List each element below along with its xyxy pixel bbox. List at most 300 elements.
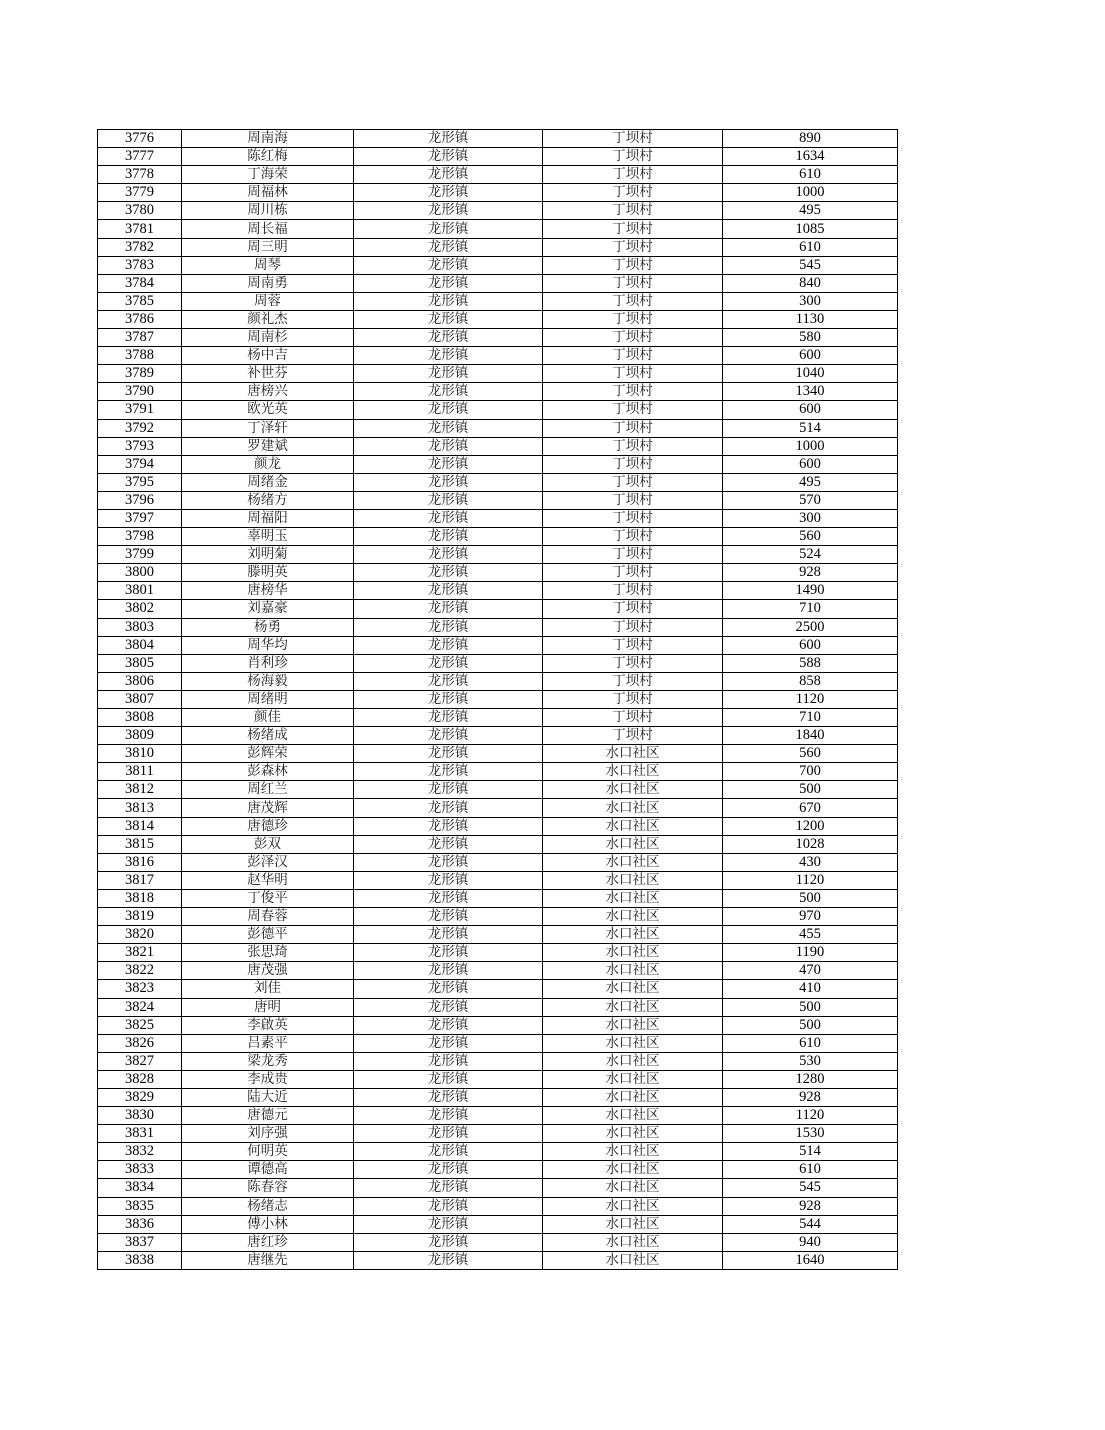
amount-cell: 840 xyxy=(723,274,898,292)
row-number-cell: 3814 xyxy=(98,817,182,835)
town-cell: 龙形镇 xyxy=(354,745,543,763)
table-row xyxy=(98,256,898,274)
name-cell: 杨中吉 xyxy=(182,347,354,365)
table-row xyxy=(98,1233,898,1251)
amount-cell: 495 xyxy=(723,202,898,220)
table-row xyxy=(98,1251,898,1269)
table-row xyxy=(98,1016,898,1034)
table-row xyxy=(98,491,898,509)
table-row xyxy=(98,564,898,582)
name-cell: 唐红珍 xyxy=(182,1233,354,1251)
row-number-cell: 3776 xyxy=(98,130,182,148)
name-cell: 欧光英 xyxy=(182,401,354,419)
name-cell: 肖利珍 xyxy=(182,654,354,672)
town-cell: 龙形镇 xyxy=(354,546,543,564)
village-cell: 丁坝村 xyxy=(543,437,723,455)
row-number-cell: 3815 xyxy=(98,835,182,853)
name-cell: 陈红梅 xyxy=(182,148,354,166)
town-cell: 龙形镇 xyxy=(354,166,543,184)
amount-cell: 858 xyxy=(723,672,898,690)
town-cell: 龙形镇 xyxy=(354,1016,543,1034)
village-cell: 丁坝村 xyxy=(543,274,723,292)
row-number-cell: 3802 xyxy=(98,600,182,618)
amount-cell: 570 xyxy=(723,491,898,509)
amount-cell: 710 xyxy=(723,709,898,727)
town-cell: 龙形镇 xyxy=(354,817,543,835)
table-row xyxy=(98,546,898,564)
name-cell: 周红兰 xyxy=(182,781,354,799)
table-row xyxy=(98,130,898,148)
amount-cell: 700 xyxy=(723,763,898,781)
name-cell: 唐德珍 xyxy=(182,817,354,835)
table-row xyxy=(98,1179,898,1197)
table-row xyxy=(98,310,898,328)
table-row xyxy=(98,1215,898,1233)
amount-cell: 545 xyxy=(723,1179,898,1197)
village-cell: 水口社区 xyxy=(543,799,723,817)
town-cell: 龙形镇 xyxy=(354,491,543,509)
village-cell: 丁坝村 xyxy=(543,310,723,328)
village-cell: 水口社区 xyxy=(543,1070,723,1088)
village-cell: 水口社区 xyxy=(543,1233,723,1251)
amount-cell: 890 xyxy=(723,130,898,148)
village-cell: 丁坝村 xyxy=(543,672,723,690)
town-cell: 龙形镇 xyxy=(354,763,543,781)
table-row xyxy=(98,202,898,220)
name-cell: 吕素平 xyxy=(182,1034,354,1052)
village-cell: 丁坝村 xyxy=(543,727,723,745)
table-row xyxy=(98,926,898,944)
village-cell: 水口社区 xyxy=(543,1107,723,1125)
village-cell: 丁坝村 xyxy=(543,383,723,401)
table-row xyxy=(98,998,898,1016)
town-cell: 龙形镇 xyxy=(354,709,543,727)
row-number-cell: 3813 xyxy=(98,799,182,817)
name-cell: 颜龙 xyxy=(182,455,354,473)
name-cell: 刘佳 xyxy=(182,980,354,998)
row-number-cell: 3809 xyxy=(98,727,182,745)
row-number-cell: 3806 xyxy=(98,672,182,690)
village-cell: 丁坝村 xyxy=(543,401,723,419)
name-cell: 补世芬 xyxy=(182,365,354,383)
table-row xyxy=(98,1088,898,1106)
amount-cell: 1640 xyxy=(723,1251,898,1269)
row-number-cell: 3799 xyxy=(98,546,182,564)
village-cell: 丁坝村 xyxy=(543,600,723,618)
table-row xyxy=(98,709,898,727)
amount-cell: 1634 xyxy=(723,148,898,166)
amount-cell: 1040 xyxy=(723,365,898,383)
name-cell: 丁泽轩 xyxy=(182,419,354,437)
village-cell: 水口社区 xyxy=(543,980,723,998)
village-cell: 丁坝村 xyxy=(543,546,723,564)
row-number-cell: 3812 xyxy=(98,781,182,799)
amount-cell: 1120 xyxy=(723,690,898,708)
row-number-cell: 3786 xyxy=(98,310,182,328)
table-row xyxy=(98,1161,898,1179)
table-row xyxy=(98,166,898,184)
table-row xyxy=(98,781,898,799)
name-cell: 彭双 xyxy=(182,835,354,853)
amount-cell: 2500 xyxy=(723,618,898,636)
table-row xyxy=(98,980,898,998)
row-number-cell: 3825 xyxy=(98,1016,182,1034)
table-row xyxy=(98,745,898,763)
name-cell: 唐继先 xyxy=(182,1251,354,1269)
row-number-cell: 3794 xyxy=(98,455,182,473)
name-cell: 周琴 xyxy=(182,256,354,274)
table-row xyxy=(98,437,898,455)
village-cell: 丁坝村 xyxy=(543,238,723,256)
table-row xyxy=(98,582,898,600)
town-cell: 龙形镇 xyxy=(354,871,543,889)
amount-cell: 670 xyxy=(723,799,898,817)
town-cell: 龙形镇 xyxy=(354,1125,543,1143)
name-cell: 周南海 xyxy=(182,130,354,148)
amount-cell: 500 xyxy=(723,889,898,907)
name-cell: 杨绪成 xyxy=(182,727,354,745)
amount-cell: 495 xyxy=(723,473,898,491)
amount-cell: 928 xyxy=(723,1197,898,1215)
name-cell: 唐明 xyxy=(182,998,354,1016)
town-cell: 龙形镇 xyxy=(354,944,543,962)
village-cell: 丁坝村 xyxy=(543,690,723,708)
village-cell: 丁坝村 xyxy=(543,166,723,184)
name-cell: 杨勇 xyxy=(182,618,354,636)
row-number-cell: 3784 xyxy=(98,274,182,292)
row-number-cell: 3821 xyxy=(98,944,182,962)
amount-cell: 1530 xyxy=(723,1125,898,1143)
table-row xyxy=(98,1143,898,1161)
amount-cell: 300 xyxy=(723,509,898,527)
town-cell: 龙形镇 xyxy=(354,292,543,310)
name-cell: 周川栋 xyxy=(182,202,354,220)
amount-cell: 1200 xyxy=(723,817,898,835)
town-cell: 龙形镇 xyxy=(354,383,543,401)
amount-cell: 500 xyxy=(723,1016,898,1034)
amount-cell: 940 xyxy=(723,1233,898,1251)
row-number-cell: 3837 xyxy=(98,1233,182,1251)
row-number-cell: 3785 xyxy=(98,292,182,310)
village-cell: 丁坝村 xyxy=(543,292,723,310)
town-cell: 龙形镇 xyxy=(354,437,543,455)
town-cell: 龙形镇 xyxy=(354,835,543,853)
row-number-cell: 3835 xyxy=(98,1197,182,1215)
amount-cell: 560 xyxy=(723,745,898,763)
village-cell: 丁坝村 xyxy=(543,491,723,509)
table-row xyxy=(98,600,898,618)
table-row xyxy=(98,908,898,926)
row-number-cell: 3796 xyxy=(98,491,182,509)
table-row xyxy=(98,292,898,310)
amount-cell: 1130 xyxy=(723,310,898,328)
town-cell: 龙形镇 xyxy=(354,1088,543,1106)
town-cell: 龙形镇 xyxy=(354,310,543,328)
village-cell: 丁坝村 xyxy=(543,709,723,727)
amount-cell: 1120 xyxy=(723,871,898,889)
table-row xyxy=(98,1107,898,1125)
row-number-cell: 3793 xyxy=(98,437,182,455)
town-cell: 龙形镇 xyxy=(354,148,543,166)
name-cell: 周长福 xyxy=(182,220,354,238)
name-cell: 周福林 xyxy=(182,184,354,202)
table-row xyxy=(98,690,898,708)
town-cell: 龙形镇 xyxy=(354,926,543,944)
row-number-cell: 3820 xyxy=(98,926,182,944)
town-cell: 龙形镇 xyxy=(354,1179,543,1197)
name-cell: 梁龙秀 xyxy=(182,1052,354,1070)
name-cell: 陈春容 xyxy=(182,1179,354,1197)
town-cell: 龙形镇 xyxy=(354,690,543,708)
town-cell: 龙形镇 xyxy=(354,365,543,383)
village-cell: 丁坝村 xyxy=(543,618,723,636)
amount-cell: 1000 xyxy=(723,437,898,455)
name-cell: 唐德元 xyxy=(182,1107,354,1125)
village-cell: 丁坝村 xyxy=(543,564,723,582)
row-number-cell: 3832 xyxy=(98,1143,182,1161)
row-number-cell: 3800 xyxy=(98,564,182,582)
row-number-cell: 3791 xyxy=(98,401,182,419)
amount-cell: 430 xyxy=(723,853,898,871)
amount-cell: 588 xyxy=(723,654,898,672)
table-row xyxy=(98,383,898,401)
village-cell: 水口社区 xyxy=(543,1197,723,1215)
row-number-cell: 3824 xyxy=(98,998,182,1016)
village-cell: 水口社区 xyxy=(543,1143,723,1161)
row-number-cell: 3819 xyxy=(98,908,182,926)
town-cell: 龙形镇 xyxy=(354,184,543,202)
amount-cell: 1490 xyxy=(723,582,898,600)
table-row xyxy=(98,962,898,980)
amount-cell: 610 xyxy=(723,166,898,184)
table-row xyxy=(98,509,898,527)
village-cell: 水口社区 xyxy=(543,763,723,781)
name-cell: 颜礼杰 xyxy=(182,310,354,328)
amount-cell: 610 xyxy=(723,238,898,256)
amount-cell: 1120 xyxy=(723,1107,898,1125)
name-cell: 周华均 xyxy=(182,636,354,654)
amount-cell: 610 xyxy=(723,1034,898,1052)
table-row xyxy=(98,238,898,256)
row-number-cell: 3798 xyxy=(98,528,182,546)
village-cell: 水口社区 xyxy=(543,1251,723,1269)
table-row xyxy=(98,835,898,853)
amount-cell: 545 xyxy=(723,256,898,274)
row-number-cell: 3823 xyxy=(98,980,182,998)
row-number-cell: 3834 xyxy=(98,1179,182,1197)
table-row xyxy=(98,727,898,745)
row-number-cell: 3795 xyxy=(98,473,182,491)
village-cell: 水口社区 xyxy=(543,1016,723,1034)
table-row xyxy=(98,944,898,962)
town-cell: 龙形镇 xyxy=(354,781,543,799)
village-cell: 水口社区 xyxy=(543,1034,723,1052)
town-cell: 龙形镇 xyxy=(354,1052,543,1070)
amount-cell: 1028 xyxy=(723,835,898,853)
table-row xyxy=(98,636,898,654)
name-cell: 周绪明 xyxy=(182,690,354,708)
village-cell: 水口社区 xyxy=(543,1088,723,1106)
name-cell: 何明英 xyxy=(182,1143,354,1161)
amount-cell: 600 xyxy=(723,347,898,365)
table-row xyxy=(98,889,898,907)
amount-cell: 544 xyxy=(723,1215,898,1233)
row-number-cell: 3781 xyxy=(98,220,182,238)
name-cell: 罗建斌 xyxy=(182,437,354,455)
row-number-cell: 3783 xyxy=(98,256,182,274)
amount-cell: 710 xyxy=(723,600,898,618)
village-cell: 丁坝村 xyxy=(543,329,723,347)
table-row xyxy=(98,1197,898,1215)
row-number-cell: 3805 xyxy=(98,654,182,672)
row-number-cell: 3830 xyxy=(98,1107,182,1125)
row-number-cell: 3822 xyxy=(98,962,182,980)
town-cell: 龙形镇 xyxy=(354,419,543,437)
town-cell: 龙形镇 xyxy=(354,1161,543,1179)
amount-cell: 524 xyxy=(723,546,898,564)
town-cell: 龙形镇 xyxy=(354,582,543,600)
table-row xyxy=(98,853,898,871)
village-cell: 水口社区 xyxy=(543,817,723,835)
name-cell: 彭泽汉 xyxy=(182,853,354,871)
table-row xyxy=(98,871,898,889)
village-cell: 丁坝村 xyxy=(543,509,723,527)
table-row xyxy=(98,329,898,347)
town-cell: 龙形镇 xyxy=(354,455,543,473)
village-cell: 丁坝村 xyxy=(543,256,723,274)
name-cell: 辜明玉 xyxy=(182,528,354,546)
amount-cell: 300 xyxy=(723,292,898,310)
table-row xyxy=(98,1034,898,1052)
table-row xyxy=(98,528,898,546)
row-number-cell: 3778 xyxy=(98,166,182,184)
town-cell: 龙形镇 xyxy=(354,908,543,926)
name-cell: 杨海毅 xyxy=(182,672,354,690)
village-cell: 丁坝村 xyxy=(543,654,723,672)
town-cell: 龙形镇 xyxy=(354,274,543,292)
name-cell: 周三明 xyxy=(182,238,354,256)
town-cell: 龙形镇 xyxy=(354,1034,543,1052)
name-cell: 刘嘉豪 xyxy=(182,600,354,618)
town-cell: 龙形镇 xyxy=(354,256,543,274)
table-row xyxy=(98,817,898,835)
row-number-cell: 3790 xyxy=(98,383,182,401)
row-number-cell: 3817 xyxy=(98,871,182,889)
town-cell: 龙形镇 xyxy=(354,1197,543,1215)
row-number-cell: 3828 xyxy=(98,1070,182,1088)
table-row xyxy=(98,274,898,292)
village-cell: 水口社区 xyxy=(543,1125,723,1143)
village-cell: 水口社区 xyxy=(543,871,723,889)
name-cell: 彭德平 xyxy=(182,926,354,944)
town-cell: 龙形镇 xyxy=(354,564,543,582)
village-cell: 水口社区 xyxy=(543,908,723,926)
row-number-cell: 3810 xyxy=(98,745,182,763)
table-row xyxy=(98,184,898,202)
name-cell: 周南杉 xyxy=(182,329,354,347)
amount-cell: 1190 xyxy=(723,944,898,962)
name-cell: 李成贵 xyxy=(182,1070,354,1088)
town-cell: 龙形镇 xyxy=(354,1143,543,1161)
amount-cell: 610 xyxy=(723,1161,898,1179)
town-cell: 龙形镇 xyxy=(354,347,543,365)
town-cell: 龙形镇 xyxy=(354,130,543,148)
town-cell: 龙形镇 xyxy=(354,618,543,636)
town-cell: 龙形镇 xyxy=(354,509,543,527)
table-body xyxy=(98,130,898,1270)
row-number-cell: 3808 xyxy=(98,709,182,727)
name-cell: 杨绪方 xyxy=(182,491,354,509)
village-cell: 水口社区 xyxy=(543,1161,723,1179)
table-row xyxy=(98,1125,898,1143)
town-cell: 龙形镇 xyxy=(354,980,543,998)
name-cell: 唐茂辉 xyxy=(182,799,354,817)
town-cell: 龙形镇 xyxy=(354,889,543,907)
town-cell: 龙形镇 xyxy=(354,600,543,618)
village-cell: 丁坝村 xyxy=(543,473,723,491)
village-cell: 水口社区 xyxy=(543,962,723,980)
table-row xyxy=(98,618,898,636)
row-number-cell: 3788 xyxy=(98,347,182,365)
data-table xyxy=(97,129,898,1270)
name-cell: 周绪金 xyxy=(182,473,354,491)
name-cell: 李啟英 xyxy=(182,1016,354,1034)
town-cell: 龙形镇 xyxy=(354,853,543,871)
row-number-cell: 3777 xyxy=(98,148,182,166)
name-cell: 张思琦 xyxy=(182,944,354,962)
amount-cell: 600 xyxy=(723,455,898,473)
town-cell: 龙形镇 xyxy=(354,202,543,220)
village-cell: 丁坝村 xyxy=(543,582,723,600)
village-cell: 丁坝村 xyxy=(543,148,723,166)
town-cell: 龙形镇 xyxy=(354,636,543,654)
row-number-cell: 3836 xyxy=(98,1215,182,1233)
row-number-cell: 3779 xyxy=(98,184,182,202)
table-row xyxy=(98,401,898,419)
row-number-cell: 3838 xyxy=(98,1251,182,1269)
table-row xyxy=(98,1070,898,1088)
name-cell: 滕明英 xyxy=(182,564,354,582)
village-cell: 水口社区 xyxy=(543,853,723,871)
table-row xyxy=(98,220,898,238)
town-cell: 龙形镇 xyxy=(354,401,543,419)
table-row xyxy=(98,473,898,491)
name-cell: 杨绪志 xyxy=(182,1197,354,1215)
table-row xyxy=(98,763,898,781)
town-cell: 龙形镇 xyxy=(354,473,543,491)
village-cell: 水口社区 xyxy=(543,1215,723,1233)
amount-cell: 410 xyxy=(723,980,898,998)
village-cell: 水口社区 xyxy=(543,1179,723,1197)
name-cell: 周南勇 xyxy=(182,274,354,292)
table-row xyxy=(98,148,898,166)
town-cell: 龙形镇 xyxy=(354,220,543,238)
table-row xyxy=(98,654,898,672)
row-number-cell: 3811 xyxy=(98,763,182,781)
name-cell: 彭森林 xyxy=(182,763,354,781)
row-number-cell: 3801 xyxy=(98,582,182,600)
table-row xyxy=(98,455,898,473)
amount-cell: 928 xyxy=(723,1088,898,1106)
amount-cell: 1085 xyxy=(723,220,898,238)
village-cell: 水口社区 xyxy=(543,926,723,944)
row-number-cell: 3816 xyxy=(98,853,182,871)
town-cell: 龙形镇 xyxy=(354,654,543,672)
row-number-cell: 3818 xyxy=(98,889,182,907)
town-cell: 龙形镇 xyxy=(354,998,543,1016)
row-number-cell: 3789 xyxy=(98,365,182,383)
row-number-cell: 3803 xyxy=(98,618,182,636)
